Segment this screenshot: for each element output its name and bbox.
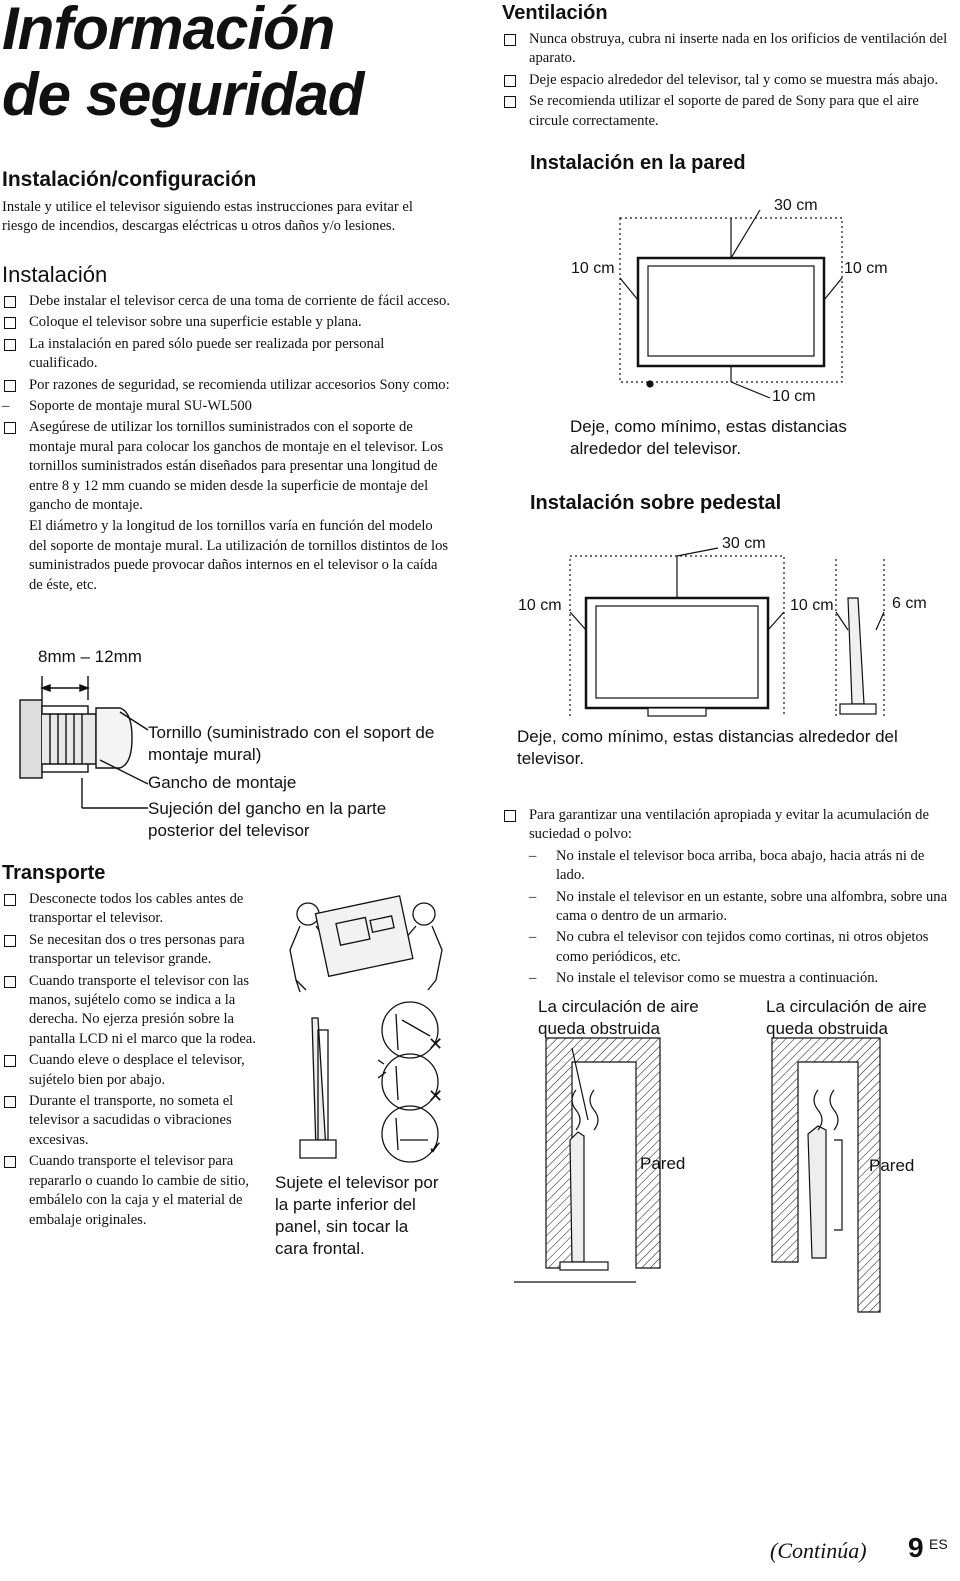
wall-right-clearance: 10 cm	[844, 260, 888, 277]
list-item: Por razones de seguridad, se recomienda utilizar accesorios Sony como:	[2, 376, 450, 395]
list-sub-item: – No instale el televisor boca arriba, boca abajo, hacia atrás ni de lado.	[529, 847, 954, 886]
screw-dimension-label: 8mm – 12mm	[38, 647, 142, 666]
list-item: Deje espacio alrededor del televisor, tal y como se muestra más abajo.	[502, 71, 954, 90]
list-item: La instalación en pared sólo puede ser realizada por personal cualificado.	[2, 335, 450, 374]
pedestal-caption: Deje, como mínimo, estas distancias alrededor del televisor.	[517, 727, 898, 768]
list-sub-item: – No cubra el televisor con tejidos como cortinas, ni otros objetos como periódicos, etc.	[529, 928, 954, 967]
pedestal-left-clearance: 10 cm	[518, 597, 562, 614]
list-item: Se recomienda utilizar el soporte de pared de Sony para que el aire circule correctamente.	[502, 92, 954, 131]
list-item: Cuando eleve o desplace el televisor, sujételo bien por abajo.	[2, 1051, 274, 1090]
hook-label: Gancho de montaje	[148, 773, 297, 792]
list-item: Desconecte todos los cables antes de transportar el televisor.	[2, 890, 274, 929]
heading-instalacion-pedestal: Instalación sobre pedestal	[530, 492, 782, 514]
transport-caption: Sujete el televisor por la parte inferior del panel, sin tocar la cara frontal.	[275, 1173, 439, 1258]
page-number: 9	[908, 1532, 924, 1563]
language-code: ES	[929, 1536, 948, 1552]
page-title-line2: de seguridad	[2, 61, 364, 128]
pedestal-side-clearance: 6 cm	[892, 595, 927, 612]
screw-label: Tornillo (suministrado con el soport de montaje mural)	[148, 723, 435, 764]
page-title-line1: Información	[2, 0, 335, 62]
air-blocked-label-right: La circulación de aire queda obstruida	[766, 997, 927, 1038]
wall-top-clearance: 30 cm	[774, 197, 818, 214]
wall-left-clearance: 10 cm	[571, 260, 615, 277]
section-heading-ventilacion: Ventilación	[502, 2, 608, 24]
air-blocked-label-left: La circulación de aire queda obstruida	[538, 997, 699, 1038]
list-item: Coloque el televisor sobre una superficie estable y plana.	[2, 313, 450, 332]
attach-label: Sujeción del gancho en la parte posterior del televisor	[148, 799, 387, 840]
list-sub-item: – No instale el televisor en un estante, sobre una alfombra, sobre una cama o dentro de un armario.	[529, 888, 954, 927]
wall-label-left: Pared	[640, 1154, 686, 1173]
wall-caption: Deje, como mínimo, estas distancias alrededor del televisor.	[570, 417, 847, 458]
wall-label-right: Pared	[869, 1156, 915, 1175]
list-item: Debe instalar el televisor cerca de una toma de corriente de fácil acceso.	[2, 292, 450, 311]
section-heading-transporte: Transporte	[2, 862, 106, 884]
list-item: Asegúrese de utilizar los tornillos suministrados con el soporte de montaje mural para colocar los ganchos de montaje en el televisor. Los tornillos suministrados están diseñados para presentar una longitud de entre 8 y 12 mm cuando se miden desde la superficie de montaje del gancho de montaje.	[2, 418, 450, 515]
wrong-grip-mark-2: ✕	[428, 1086, 444, 1106]
list-sub-item: – No instale el televisor como se muestra a continuación.	[529, 969, 954, 988]
list-sub-item: – Soporte de montaje mural SU-WL500	[2, 397, 450, 416]
list-item: Durante el transporte, no someta el televisor a sacudidas o vibraciones excesivas.	[2, 1092, 274, 1150]
list-item: Nunca obstruya, cubra ni inserte nada en los orificios de ventilación del aparato.	[502, 30, 954, 69]
heading-instalacion-pared: Instalación en la pared	[530, 152, 746, 174]
list-item: Cuando transporte el televisor con las manos, sujételo como se indica a la derecha. No ejerza presión sobre la pantalla LCD ni el marco que la rodea.	[2, 972, 274, 1050]
pedestal-top-clearance: 30 cm	[722, 535, 766, 552]
pedestal-right-clearance: 10 cm	[790, 597, 834, 614]
wall-bottom-clearance: 10 cm	[772, 388, 816, 405]
section-heading-instalacion-configuracion: Instalación/configuración	[2, 168, 257, 191]
wrong-grip-mark-1: ✕	[428, 1034, 444, 1054]
section-heading-instalacion: Instalación	[2, 262, 108, 287]
continua-label: (Continúa)	[770, 1538, 867, 1563]
intro-paragraph: Instale y utilice el televisor siguiendo estas instrucciones para evitar el riesgo de incendios, descargas eléctricas u otros daños y/o lesiones.	[2, 199, 413, 235]
list-item-continuation: El diámetro y la longitud de los tornillos varía en función del modelo del soporte de montaje mural. La utilización de tornillos distintos de los suministrados puede provocar daños internos en el televisor o la caída de éste, etc.	[29, 518, 449, 593]
list-item: Para garantizar una ventilación apropiada y evitar la acumulación de suciedad o polvo:	[502, 806, 954, 845]
list-item: Se necesitan dos o tres personas para transportar un televisor grande.	[2, 931, 274, 970]
list-item: Cuando transporte el televisor para repararlo o cuando lo cambie de sitio, embálelo con la caja y el material de embalaje originales.	[2, 1152, 274, 1230]
correct-grip-mark: ✓	[428, 1138, 444, 1158]
